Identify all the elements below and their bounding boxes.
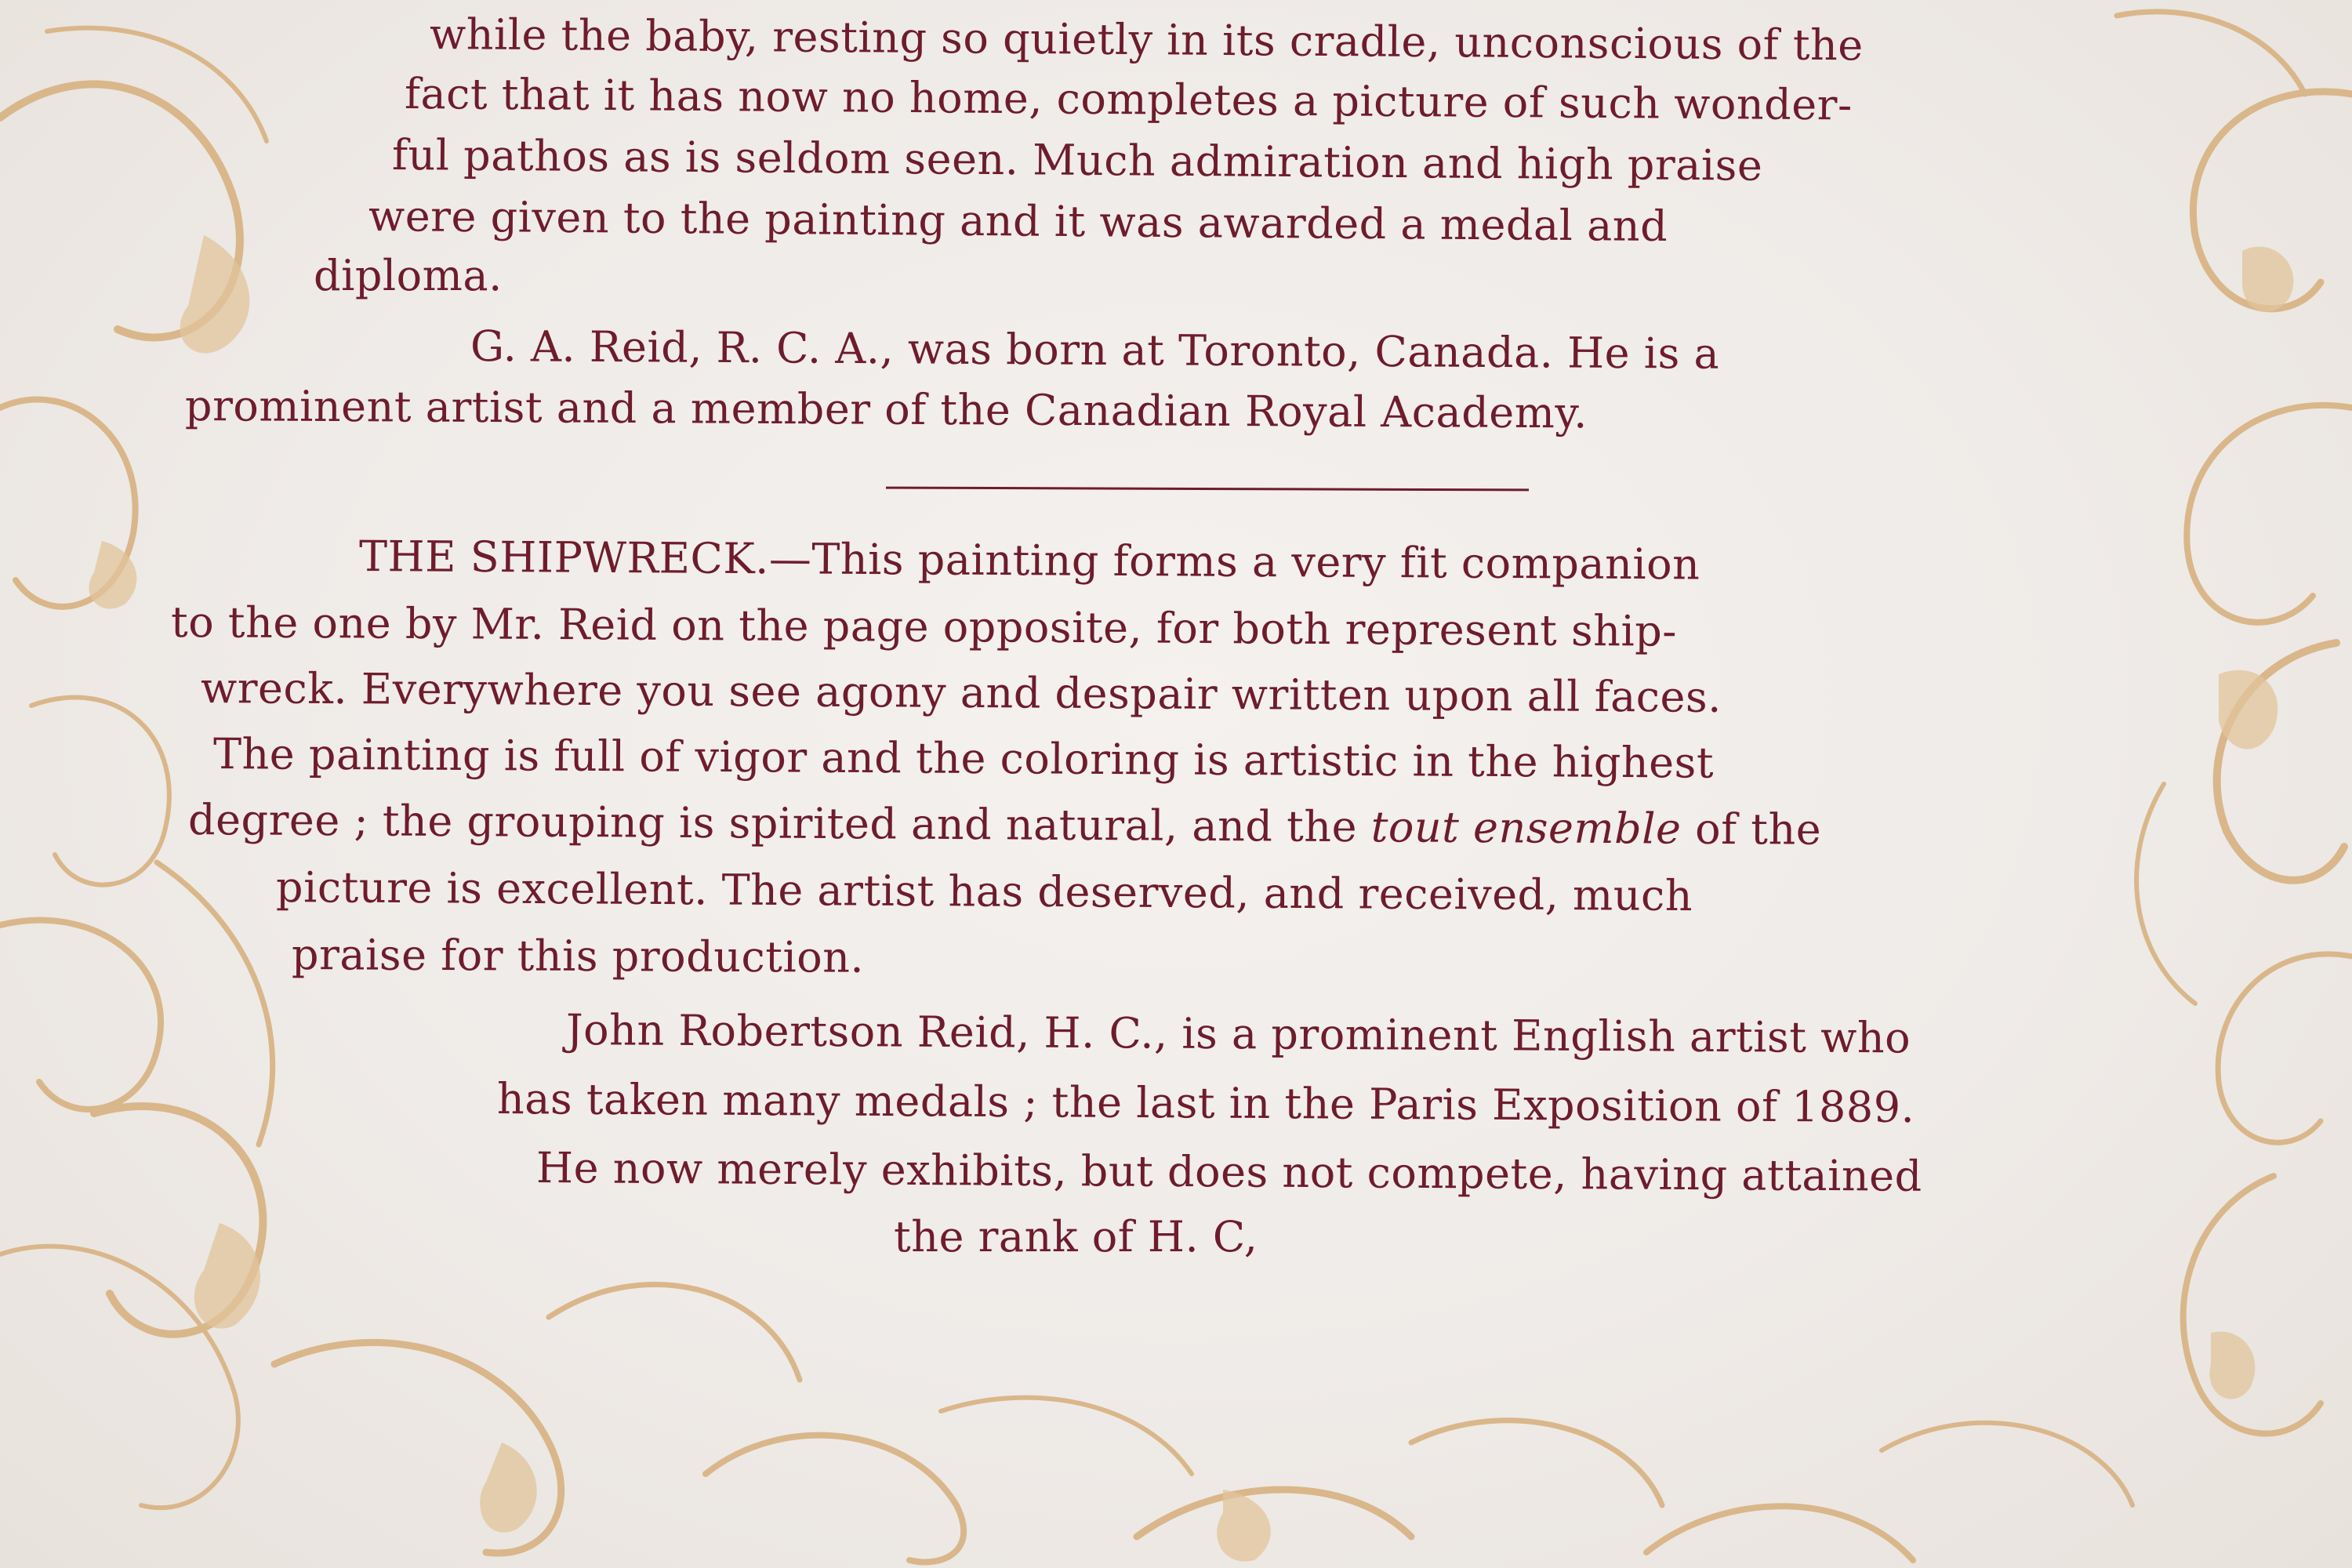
artist-bio-line: G. A. Reid, R. C. A., was born at Toronto, Canada. He is a [470,321,1720,379]
section-heading-line: THE SHIPWRECK.—This painting forms a very fit companion [358,532,1700,590]
artist-bio-line: the rank of H. C, [894,1212,1258,1261]
text-line: wreck. Everywhere you see agony and despair written upon all faces. [200,663,1722,722]
text-line: The painting is full of vigor and the coloring is artistic in the highest [212,729,1715,788]
text-line: praise for this production. [291,930,865,982]
text-line: diploma. [314,251,503,300]
artist-bio-line: John Robertson Reid, H. C., is a prominent English artist who [565,1005,1911,1063]
text-line [188,797,1822,854]
text-line: picture is excellent. The artist has deserved, and received, much [275,862,1693,921]
text-line: ful pathos as is seldom seen. Much admiration and high praise [391,130,1763,191]
artist-bio-line: He now merely exhibits, but does not compete, having attained [535,1143,1922,1201]
text-run: of the [1681,804,1822,855]
artist-bio-line: prominent artist and a member of the Canadian Royal Academy. [184,381,1588,438]
text-line: to the one by Mr. Reid on the page opposite, for both represent ship- [170,597,1678,656]
text-line: while the baby, resting so quietly in its cradle, unconscious of the [429,9,1864,71]
text-line: fact that it has now no home, completes a picture of such wonder- [404,69,1853,130]
text-run: degree ; the grouping is spirited and natural, and the [187,795,1371,852]
artist-bio-line: has taken many medals ; the last in the Paris Exposition of 1889. [496,1074,1915,1133]
text-line: were given to the painting and it was awarded a medal and [368,191,1668,252]
italic-phrase: tout ensemble [1370,802,1682,854]
